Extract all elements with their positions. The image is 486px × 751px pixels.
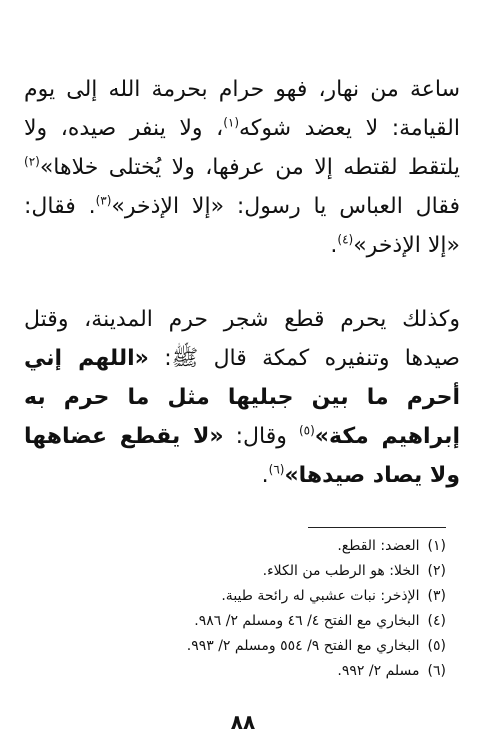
footnote-item	[46, 584, 446, 609]
paragraph-text: .	[261, 463, 269, 488]
paragraph-medina-sanctuary	[24, 300, 460, 495]
footnote-text: البخاري مع الفتح ٩/ ٥٥٤ ومسلم ٢/ ٩٩٣.	[186, 638, 420, 654]
page-number: ٨٨	[230, 710, 256, 734]
footnotes-list	[46, 534, 446, 684]
paragraph-text: ساعة من نهار، فهو حرام بحرمة الله إلى يوم القيامة: لا يعضد شوكه	[24, 77, 460, 141]
paragraph-text: وكذلك يحرم قطع شجر حرم المدينة، وقتل صيدها وتنفيره كمكة قال ﷺ:	[24, 307, 460, 371]
paragraph-text: .	[330, 233, 338, 258]
footnote-marker-2: (٢)	[24, 154, 40, 169]
footnote-number: (٤)	[427, 613, 446, 629]
paragraph-text: وقال:	[223, 424, 299, 449]
footnote-text: الإذخر: نبات عشبي له رائحة طيبة.	[221, 588, 420, 604]
footnote-text: مسلم ٢/ ٩٩٢.	[337, 663, 420, 679]
footnote-marker-3: (٣)	[95, 193, 112, 208]
footnote-number: (٦)	[427, 663, 446, 679]
footnote-item	[46, 609, 446, 634]
paragraph-text: فقال العباس يا رسول: «إلا الإذخر»	[111, 194, 461, 219]
hadith-quote: «لا يقطع عضاهها ولا يصاد صيدها»	[24, 424, 460, 488]
footnote-item	[46, 534, 446, 559]
paragraph-text: . فقال: «إلا الإذخر»	[24, 194, 460, 258]
footnote-number: (٣)	[427, 588, 446, 604]
footnote-text: البخاري مع الفتح ٤/ ٤٦ ومسلم ٢/ ٩٨٦.	[194, 613, 420, 629]
footnote-number: (٥)	[427, 638, 446, 654]
footnote-divider	[308, 527, 446, 528]
footnote-text: الخلا: هو الرطب من الكلاء.	[262, 563, 420, 579]
footnote-item	[46, 559, 446, 584]
paragraph-text: ، ولا ينفر صيده، ولا يلتقط لقتطه إلا من عرفها، ولا يُختلى خلاها	[24, 116, 460, 180]
footnote-text: العضد: القطع.	[337, 538, 420, 554]
paragraph-hadith-mecca	[24, 70, 460, 265]
footnote-marker-1: (١)	[223, 115, 240, 130]
footnote-marker-5: (٥)	[298, 423, 315, 438]
footnote-marker-6: (٦)	[268, 462, 285, 477]
footnote-number: (٢)	[427, 563, 446, 579]
footnote-item	[46, 634, 446, 659]
footnote-item	[46, 659, 446, 684]
quote-mark: »	[39, 155, 54, 180]
footnote-number: (١)	[427, 538, 446, 554]
hadith-quote: «اللهم إني أحرم ما بين جبليها مثل ما حرم به إبراهيم مكة»	[24, 346, 460, 449]
footnote-marker-4: (٤)	[337, 232, 354, 247]
